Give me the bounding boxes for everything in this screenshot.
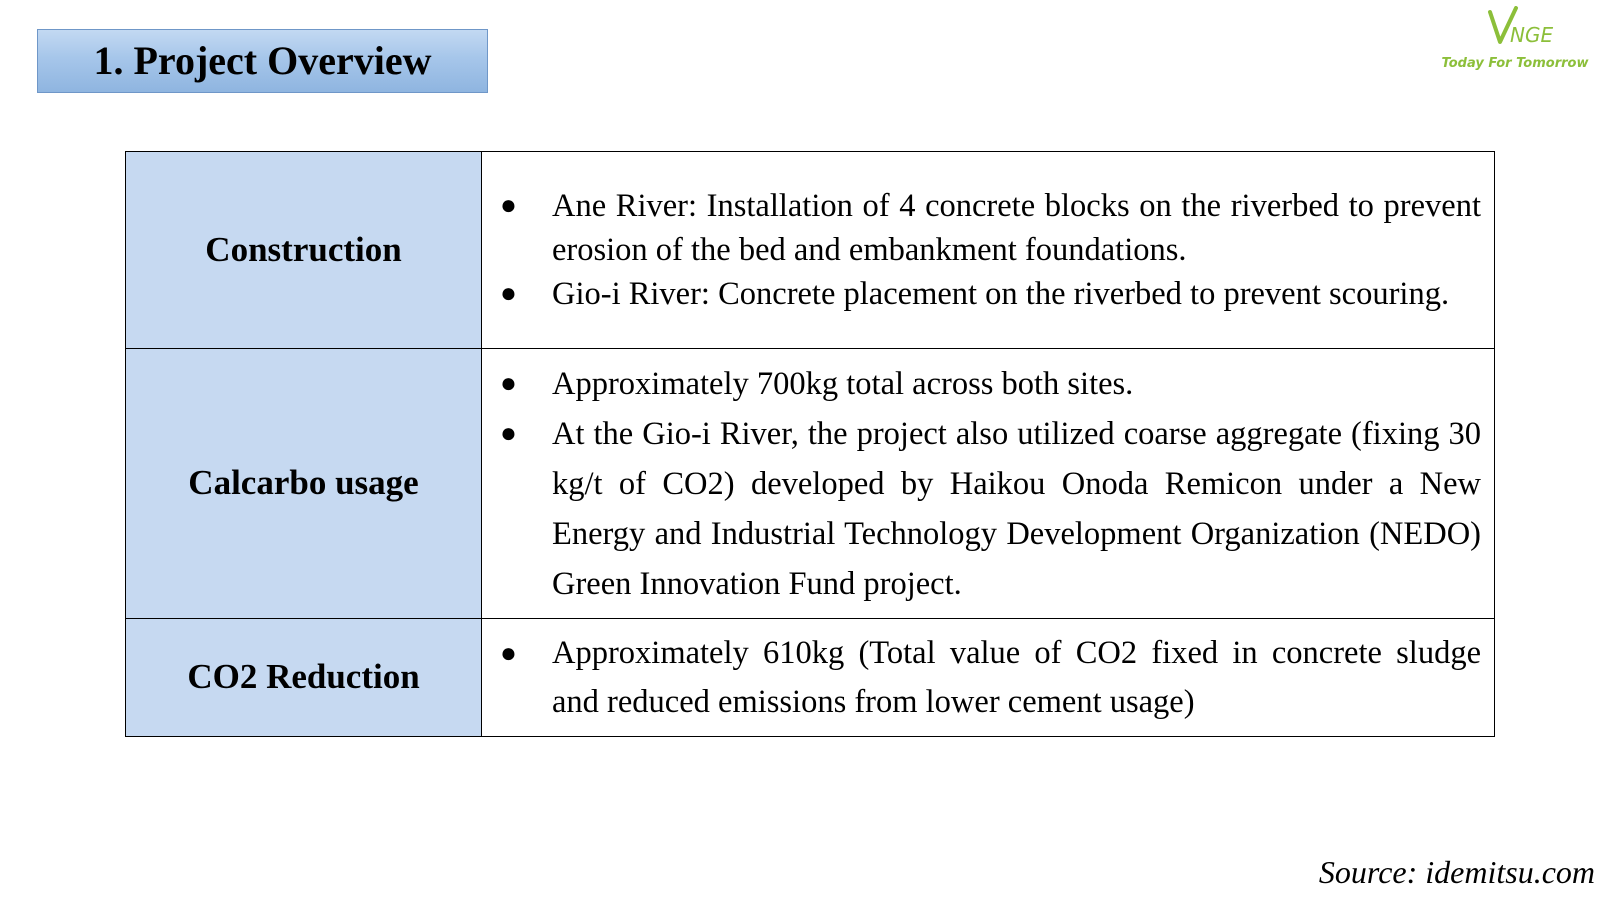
- bullet-icon: ●: [500, 637, 517, 669]
- slide-title-banner: [37, 29, 488, 93]
- row-content-construction: [482, 152, 1495, 349]
- slide-title: 1. Project Overview: [93, 38, 432, 83]
- bullet-icon: ●: [500, 190, 517, 221]
- logo-tagline: Today For Tomorrow: [1441, 56, 1589, 71]
- table-row-calcarbo-usage: [126, 349, 1495, 619]
- list-item: [500, 409, 1481, 609]
- svg-text:NGE: NGE: [1510, 23, 1554, 47]
- list-item: [500, 359, 1481, 409]
- bullet-text: At the Gio-i River, the project also utilized coarse aggregate (fixing 30 kg/t of CO2) developed by Haikou Onoda Remicon under a New Energy and Industrial Technology Development Organization (NEDO) Green Innovation Fund project.: [552, 415, 1481, 602]
- bullet-list: [500, 184, 1481, 316]
- row-label-co2-reduction: CO2 Reduction: [126, 619, 482, 737]
- bullet-icon: ●: [500, 417, 517, 449]
- bullet-list: [500, 359, 1481, 609]
- list-item: [500, 629, 1481, 727]
- bullet-list: [500, 629, 1481, 727]
- bullet-text: Gio-i River: Concrete placement on the riverbed to prevent scouring.: [552, 276, 1450, 312]
- list-item: [500, 272, 1481, 316]
- list-item: [500, 184, 1481, 272]
- table-row-co2-reduction: [126, 619, 1495, 737]
- row-content-co2-reduction: [482, 619, 1495, 737]
- row-label-construction: Construction: [126, 152, 482, 349]
- source-citation: Source: idemitsu.com: [1318, 854, 1595, 890]
- bullet-icon: ●: [500, 367, 517, 399]
- row-label-calcarbo-usage: Calcarbo usage: [126, 349, 482, 619]
- bullet-icon: ●: [500, 278, 517, 309]
- project-overview-table: [125, 151, 1495, 737]
- table-row-construction: [126, 152, 1495, 349]
- bullet-text: Ane River: Installation of 4 concrete blocks on the riverbed to prevent erosion of the bed and embankment foundations.: [552, 188, 1481, 268]
- vnge-logo: [1440, 6, 1590, 76]
- row-content-calcarbo-usage: [482, 349, 1495, 619]
- bullet-text: Approximately 700kg total across both sites.: [552, 365, 1134, 402]
- vnge-logo-mark: [1484, 6, 1564, 48]
- bullet-text: Approximately 610kg (Total value of CO2 fixed in concrete sludge and reduced emissions from lower cement usage): [552, 634, 1481, 720]
